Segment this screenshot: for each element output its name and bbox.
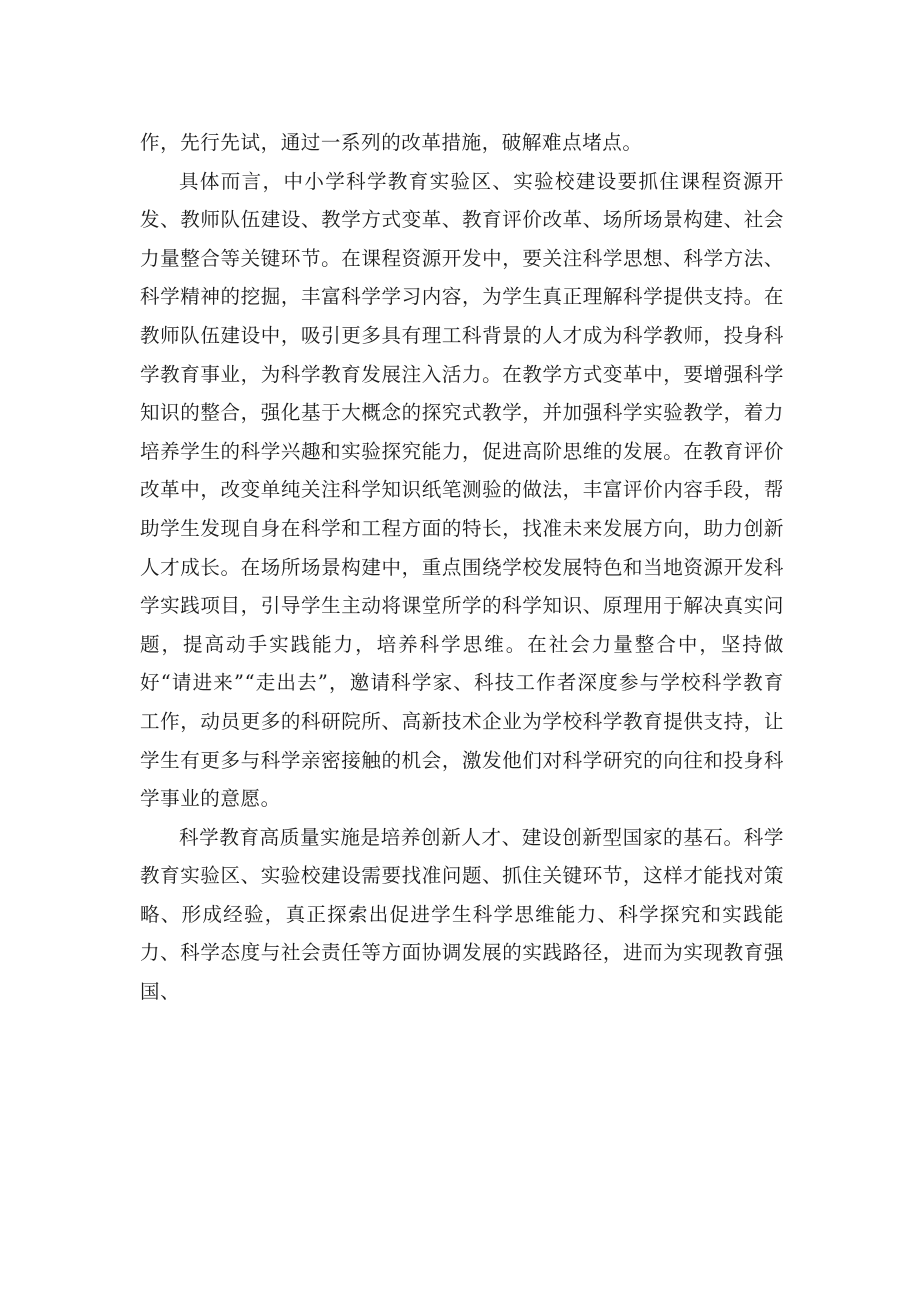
paragraph-continuation: 作，先行先试，通过一系列的改革措施，破解难点堵点。: [140, 131, 643, 154]
article-body: [140, 124, 784, 1012]
paragraph-key-links: 具体而言，中小学科学教育实验区、实验校建设要抓住课程资源开发、教师队伍建设、教学方式变革、教育评价改革、场所场景构建、社会力量整合等关键环节。在课程资源开发中，要关注科学思想、科学方法、科学精神的挖掘，丰富科学学习内容，为学生真正理解科学提供支持。在教师队伍建设中，吸引更多具有理工科背景的人才成为科学教师，投身科学教育事业，为科学教育发展注入活力。在教学方式变革中，要增强科学知识的整合，强化基于大概念的探究式教学，并加强科学实验教学，着力培养学生的科学兴趣和实验探究能力，促进高阶思维的发展。在教育评价改革中，改变单纯关注科学知识纸笔测验的做法，丰富评价内容手段，帮助学生发现自身在科学和工程方面的特长，找准未来发展方向，助力创新人才成长。在场所场景构建中，重点围绕学校发展特色和当地资源开发科学实践项目，引导学生主动将课堂所学的科学知识、原理用于解决真实问题，提高动手实践能力，培养科学思维。在社会力量整合中，坚持做好“请进来”“走出去”，邀请科学家、科技工作者深度参与学校科学教育工作，动员更多的科研院所、高新技术企业为学校科学教育提供支持，让学生有更多与科学亲密接触的机会，激发他们对科学研究的向往和投身科学事业的意愿。: [140, 169, 784, 811]
paragraph-conclusion: 科学教育高质量实施是培养创新人才、建设创新型国家的基石。科学教育实验区、实验校建设需要找准问题、抓住关键环节，这样才能找对策略、形成经验，真正探索出促进学生科学思维能力、科学探究和实践能力、科学态度与社会责任等方面协调发展的实践路径，进而为实现教育强国、: [140, 825, 784, 1004]
